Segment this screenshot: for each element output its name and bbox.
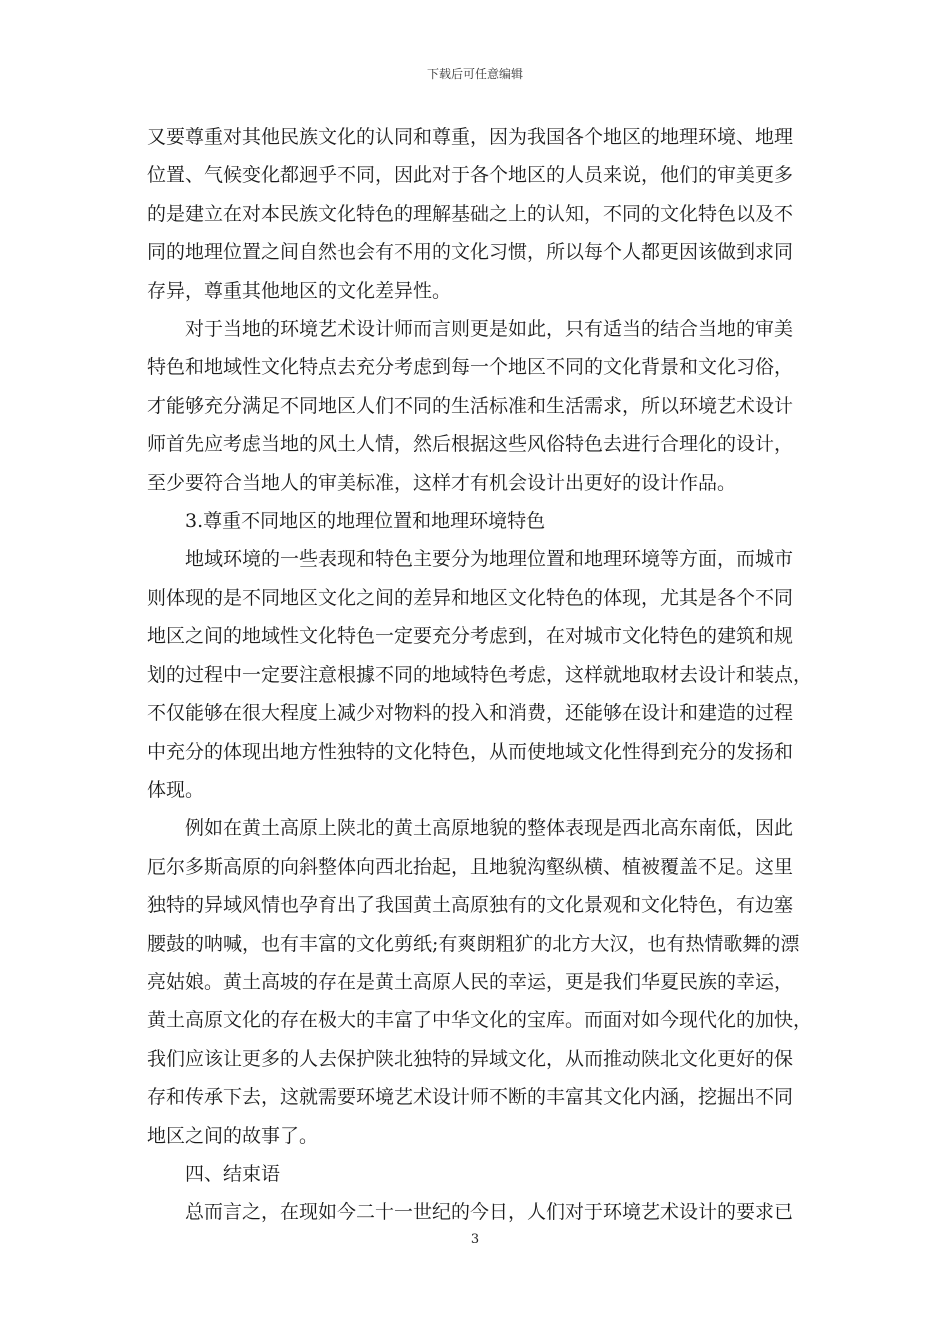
heading-text: 四、结束语 (185, 1162, 281, 1185)
text-line: 存和传承下去，这就需要环境艺术设计师不断的丰富其文化内涵，挖掘出不同 (147, 1086, 794, 1109)
paragraph-3 (147, 540, 813, 809)
heading-text: 3.尊重不同地区的地理位置和地理环境特色 (185, 510, 546, 533)
text-line: 不仅能够在很大程度上减少对物料的投入和消费，还能够在设计和建造的过程 (147, 702, 794, 725)
text-line: 地域环境的一些表现和特色主要分为地理位置和地理环境等方面，而城市 (185, 548, 794, 571)
text-line: 至少要符合当地人的审美标准，这样才有机会设计出更好的设计作品。 (147, 471, 737, 494)
text-line: 独特的异域风情也孕育出了我国黄土高原独有的文化景观和文化特色，有边塞 (147, 894, 794, 917)
page-header: 下载后可任意编辑 (426, 67, 523, 81)
section-heading-3 (147, 502, 809, 540)
text-line: 地区之间的地域性文化特色一定要充分考虑到，在对城市文化特色的建筑和规 (147, 625, 794, 648)
text-line: 中充分的体现出地方性独特的文化特色，从而使地域文化性得到充分的发扬和 (147, 740, 794, 763)
paragraph-2 (147, 310, 809, 502)
paragraph-4 (147, 809, 813, 1155)
text-line: 则体现的是不同地区文化之间的差异和地区文化特色的体现，尤其是各个不同 (147, 586, 794, 609)
text-line: 才能够充分满足不同地区人们不同的生活标准和生活需求，所以环境艺术设计 (147, 394, 794, 417)
text-line: 体现。 (147, 778, 205, 801)
text-line: 总而言之，在现如今二十一世纪的今日，人们对于环境艺术设计的要求已 (185, 1201, 794, 1224)
text-line: 我们应该让更多的人去保护陕北独特的异域文化，从而推动陕北文化更好的保 (147, 1047, 794, 1070)
paragraph-1 (147, 118, 809, 310)
text-line: 亮姑娘。黄土高坡的存在是黄土高原人民的幸运，更是我们华夏民族的幸运， (147, 970, 794, 993)
text-line: 位置、气候变化都迥乎不同，因此对于各个地区的人员来说，他们的审美更多 (147, 164, 794, 187)
text-line: 划的过程中一定要注意根據不同的地域特色考虑，这样就地取材去设计和装点， (147, 663, 813, 686)
text-line: 的是建立在对本民族文化特色的理解基础之上的认知，不同的文化特色以及不 (147, 202, 794, 225)
text-line: 又要尊重对其他民族文化的认同和尊重，因为我国各个地区的地理环境、地理 (147, 126, 794, 148)
document-body (147, 118, 813, 1232)
text-line: 黄土高原文化的存在极大的丰富了中华文化的宝库。而面对如今现代化的加快， (147, 1009, 813, 1032)
text-line: 腰鼓的呐喊，也有丰富的文化剪纸;有爽朗粗犷的北方大汉，也有热情歌舞的漂 (147, 932, 800, 955)
text-line: 对于当地的环境艺术设计师而言则更是如此，只有适当的结合当地的审美 (185, 318, 794, 341)
text-line: 存异，尊重其他地区的文化差异性。 (147, 279, 452, 302)
text-line: 同的地理位置之间自然也会有不用的文化习惯，所以每个人都更因该做到求同 (147, 241, 794, 264)
paragraph-5 (147, 1193, 809, 1231)
page-number: 3 (470, 1232, 480, 1247)
text-line: 特色和地域性文化特点去充分考虑到每一个地区不同的文化背景和文化习俗， (147, 356, 794, 379)
section-heading-4 (147, 1155, 809, 1193)
text-line: 师首先应考虑当地的风土人情，然后根据这些风俗特色去进行合理化的设计， (147, 433, 794, 456)
text-line: 厄尔多斯高原的向斜整体向西北抬起，且地貌沟壑纵横、植被覆盖不足。这里 (147, 855, 794, 878)
text-line: 地区之间的故事了。 (147, 1124, 319, 1147)
text-line: 例如在黄土高原上陕北的黄土高原地貌的整体表现是西北高东南低，因此 (185, 817, 794, 840)
